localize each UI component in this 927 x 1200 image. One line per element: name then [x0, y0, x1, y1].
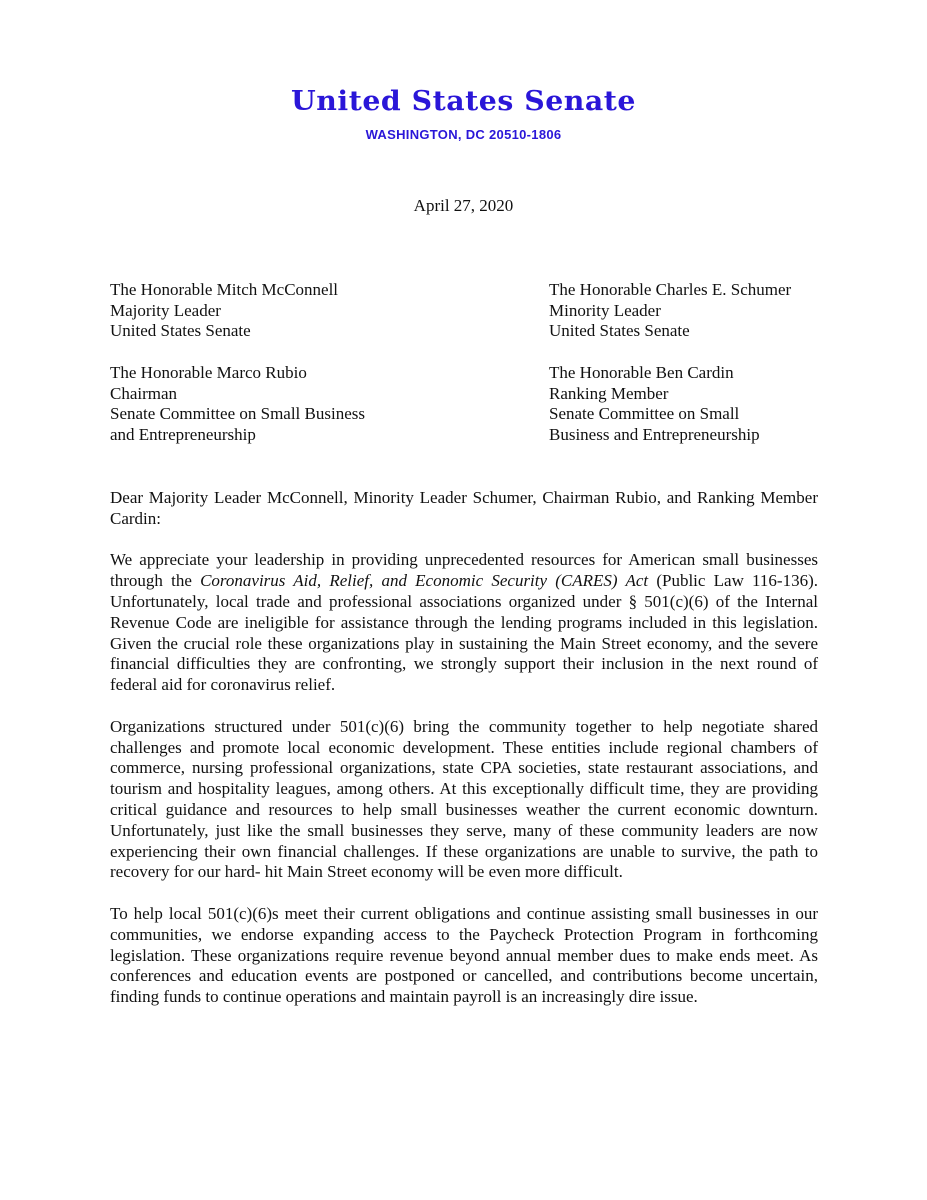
letter-body [110, 488, 818, 1029]
recipient-line: United States Senate [110, 321, 251, 341]
recipient-line: The Honorable Charles E. Schumer [549, 280, 792, 299]
letter-date: April 27, 2020 [413, 196, 514, 215]
recipient-line: Business and Entrepreneurship [549, 425, 760, 445]
recipient-line: and Entrepreneurship [110, 425, 256, 445]
recipient-line: Senate Committee on Small [549, 404, 740, 424]
recipient-line: Chairman [110, 383, 178, 403]
recipient-line: Senate Committee on Small Business [110, 404, 365, 424]
paragraph-1-text-cont: (Public Law 116-136). Unfortunately, local trade and professional associations organized under § 501(c)(6) of the Internal Revenue Code are ineligible for assistance through the lending programs included in this legislation. Given the crucial role these organizations play in sustaining the Main Street economy, and the severe financial difficulties they are confronting, we strongly support their inclusion in the next round of federal aid for coronavirus relief. [110, 571, 818, 695]
recipient-line: Ranking Member [549, 383, 669, 403]
cares-act-title: Coronavirus Aid, Relief, and Economic Security (CARES) Act [200, 571, 649, 591]
recipient-mcconnell [110, 280, 338, 342]
paragraph-2: Organizations structured under 501(c)(6) bring the community together to help negotiate shared challenges and promote local economic development. These entities include regional chambers of commerce, nursing professional organizations, state CPA societies, state restaurant associations, and tourism and hospitality leagues, among others. At this exceptionally difficult time, they are providing critical guidance and resources to help small businesses weather the current economic downturn. Unfortunately, just like the small businesses they serve, many of these community leaders are now experiencing their own financial challenges. If these organizations are unable to survive, the path to recovery for our hard- hit Main Street economy will be even more difficult. [110, 716, 818, 882]
recipient-cardin [549, 363, 760, 446]
recipient-line: The Honorable Ben Cardin [549, 363, 734, 382]
recipient-line: The Honorable Marco Rubio [110, 363, 307, 382]
recipient-schumer [549, 280, 791, 342]
paragraph-3: To help local 501(c)(6)s meet their current obligations and continue assisting small businesses in our communities, we endorse expanding access to the Paycheck Protection Program in forthcoming legislation. These organizations require revenue beyond annual member dues to make ends meet. As conferences and education events are postponed or cancelled, and contributions become uncertain, finding funds to continue operations and maintain payroll is an increasingly dire issue. [110, 903, 818, 1007]
recipient-line: Minority Leader [549, 300, 661, 320]
recipient-line: Majority Leader [110, 300, 221, 320]
paragraph-1 [110, 550, 818, 696]
recipient-line: United States Senate [549, 321, 690, 341]
recipient-rubio [110, 363, 365, 446]
letterhead-title: United States Senate [291, 86, 636, 117]
recipient-line: The Honorable Mitch McConnell [110, 280, 339, 299]
paragraph-1-text: We appreciate your leadership in providing unprecedented resources for American small businesses through the [110, 550, 818, 591]
salutation: Dear Majority Leader McConnell, Minority Leader Schumer, Chairman Rubio, and Ranking Member Cardin: [110, 488, 818, 528]
letterhead-address: WASHINGTON, DC 20510-1806 [365, 127, 562, 142]
